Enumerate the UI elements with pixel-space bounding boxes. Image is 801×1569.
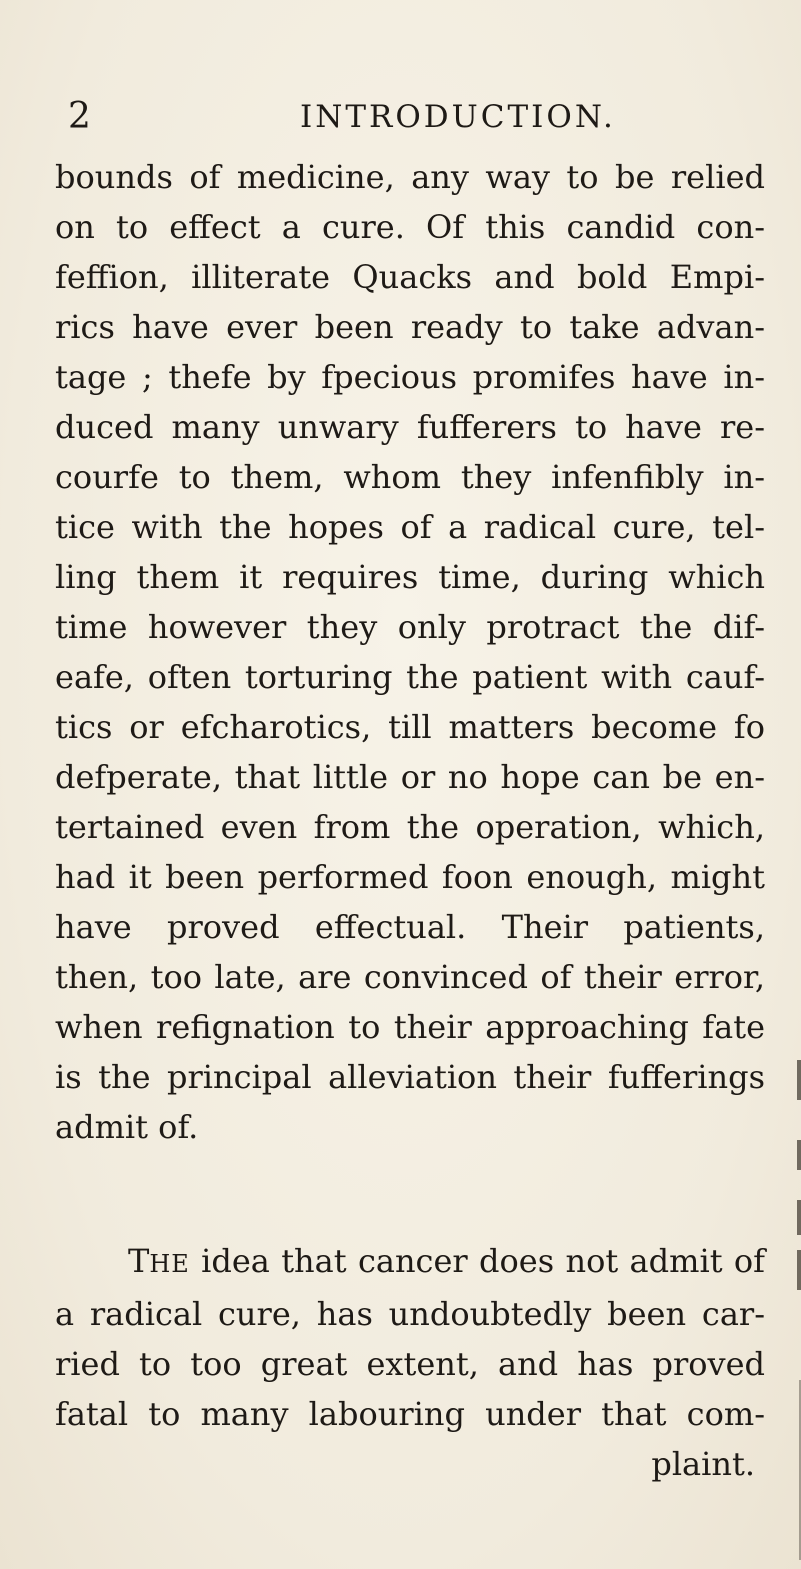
- text-line: is the principal alleviation their fufferings: [55, 1058, 765, 1096]
- smallcaps-word: HE: [149, 1250, 190, 1278]
- text-line: had it been performed foon enough, might: [55, 858, 765, 896]
- text-line: duced many unwary fufferers to have re-: [55, 408, 765, 446]
- page-edge-mark: [797, 1200, 801, 1235]
- text-line: tics or efcharotics, till matters become fo: [55, 708, 765, 746]
- page-header: [0, 92, 801, 142]
- text-line: feffion, illiterate Quacks and bold Empi-: [55, 258, 765, 296]
- text-line: when refignation to their approaching fate: [55, 1008, 765, 1046]
- running-head: INTRODUCTION.: [300, 99, 616, 135]
- page-edge-mark: [797, 1250, 801, 1290]
- body-text: [55, 152, 765, 1489]
- text-line: on to effect a cure. Of this candid con-: [55, 208, 765, 246]
- paragraph-2: [55, 1236, 765, 1489]
- paragraph-gap: [55, 1152, 765, 1236]
- first-line-rest: idea that cancer does not admit of: [189, 1242, 765, 1280]
- text-line: ried to too great extent, and has proved: [55, 1345, 765, 1383]
- paragraph-1: [55, 152, 765, 1152]
- text-line: eafe, often torturing the patient with cauf-: [55, 658, 765, 696]
- page-edge-mark: [797, 1060, 801, 1100]
- text-line: time however they only protract the dif-: [55, 608, 765, 646]
- catchword: plaint.: [651, 1445, 755, 1483]
- initial-letter: T: [128, 1242, 150, 1280]
- text-line-first: [55, 1236, 765, 1289]
- page-number: 2: [68, 96, 91, 137]
- text-line: courfe to them, whom they infenfibly in-: [55, 458, 765, 496]
- text-line: tertained even from the operation, which,: [55, 808, 765, 846]
- text-line: admit of.: [55, 1108, 199, 1146]
- text-line: have proved effectual. Their patients,: [55, 908, 765, 946]
- text-line: rics have ever been ready to take advan-: [55, 308, 765, 346]
- text-line: tice with the hopes of a radical cure, tel-: [55, 508, 765, 546]
- text-line: then, too late, are convinced of their error,: [55, 958, 765, 996]
- text-line: fatal to many labouring under that com-: [55, 1395, 765, 1433]
- text-line: tage ; thefe by fpecious promifes have in-: [55, 358, 765, 396]
- text-line: ling them it requires time, during which: [55, 558, 765, 596]
- text-line: a radical cure, has undoubtedly been car-: [55, 1295, 765, 1333]
- page-edge-mark: [797, 1140, 801, 1170]
- text-line: defperate, that little or no hope can be en-: [55, 758, 765, 796]
- text-line: bounds of medicine, any way to be relied: [55, 158, 765, 196]
